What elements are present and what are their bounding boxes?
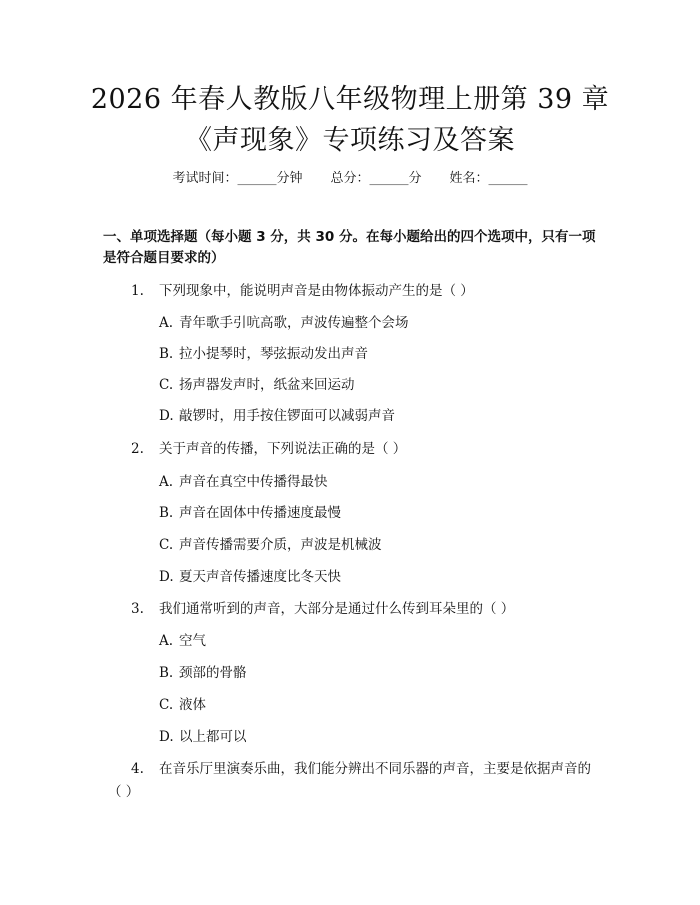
option-1b (159, 345, 368, 363)
question-text: 下列现象中，能说明声音是由物体振动产生的是（ ） (159, 283, 474, 299)
question-number: 1. (131, 283, 144, 299)
option-3d (159, 728, 247, 746)
option-letter: C. (159, 537, 174, 553)
option-2a (159, 473, 328, 491)
option-text: 以上都可以 (179, 729, 247, 745)
option-text: 青年歌手引吭高歌，声波传遍整个会场 (179, 315, 409, 331)
option-letter: D. (159, 729, 174, 745)
page-title-line2: 《声现象》专项练习及答案 (185, 125, 515, 156)
option-letter: A. (159, 474, 174, 490)
option-text: 声音传播需要介质，声波是机械波 (179, 537, 382, 553)
section-heading: 一、单项选择题（每小题 3 分，共 30 分。在每小题给出的四个选项中，只有一项是符合题目要求的） (103, 229, 596, 266)
option-text: 颈部的骨骼 (179, 665, 247, 681)
option-text: 声音在固体中传播速度最慢 (179, 505, 341, 521)
option-3a (159, 632, 206, 650)
option-1d (159, 407, 395, 425)
option-2d (159, 568, 341, 586)
option-text: 声音在真空中传播得最快 (179, 474, 328, 490)
question-number: 2. (131, 441, 144, 457)
option-2b (159, 504, 341, 522)
option-letter: B. (159, 505, 174, 521)
option-3b (159, 664, 247, 682)
option-text: 夏天声音传播速度比冬天快 (179, 569, 341, 585)
option-1c (159, 376, 355, 394)
question-number: 4. (131, 761, 144, 777)
option-text: 液体 (179, 697, 206, 713)
question-number: 3. (131, 601, 144, 617)
option-text: 空气 (179, 633, 206, 649)
option-letter: B. (159, 346, 174, 362)
option-letter: D. (159, 569, 174, 585)
option-letter: A. (159, 633, 174, 649)
page-title-line1: 2026 年春人教版八年级物理上册第 39 章 (90, 84, 610, 115)
option-text: 扬声器发声时，纸盆来回运动 (179, 377, 355, 393)
exam-name: 姓名：______ (449, 171, 528, 186)
question-text: 关于声音的传播，下列说法正确的是（ ） (159, 441, 407, 457)
option-text: 敲锣时，用手按住锣面可以减弱声音 (179, 408, 395, 424)
option-letter: A. (159, 315, 174, 331)
option-1a (159, 314, 409, 332)
exam-time: 考试时间：______分钟 (172, 171, 303, 186)
option-letter: B. (159, 665, 174, 681)
question-text: 我们通常听到的声音，大部分是通过什么传到耳朵里的（ ） (159, 601, 515, 617)
exam-score: 总分：______分 (330, 171, 422, 186)
option-letter: C. (159, 697, 174, 713)
option-3c (159, 696, 206, 714)
option-2c (159, 536, 382, 554)
exam-info (0, 170, 700, 188)
question-text-cont: （ ） (108, 784, 140, 800)
option-text: 拉小提琴时，琴弦振动发出声音 (179, 346, 368, 362)
question-text: 在音乐厅里演奏乐曲，我们能分辨出不同乐器的声音，主要是依据声音的 (159, 761, 591, 777)
option-letter: C. (159, 377, 174, 393)
option-letter: D. (159, 408, 174, 424)
